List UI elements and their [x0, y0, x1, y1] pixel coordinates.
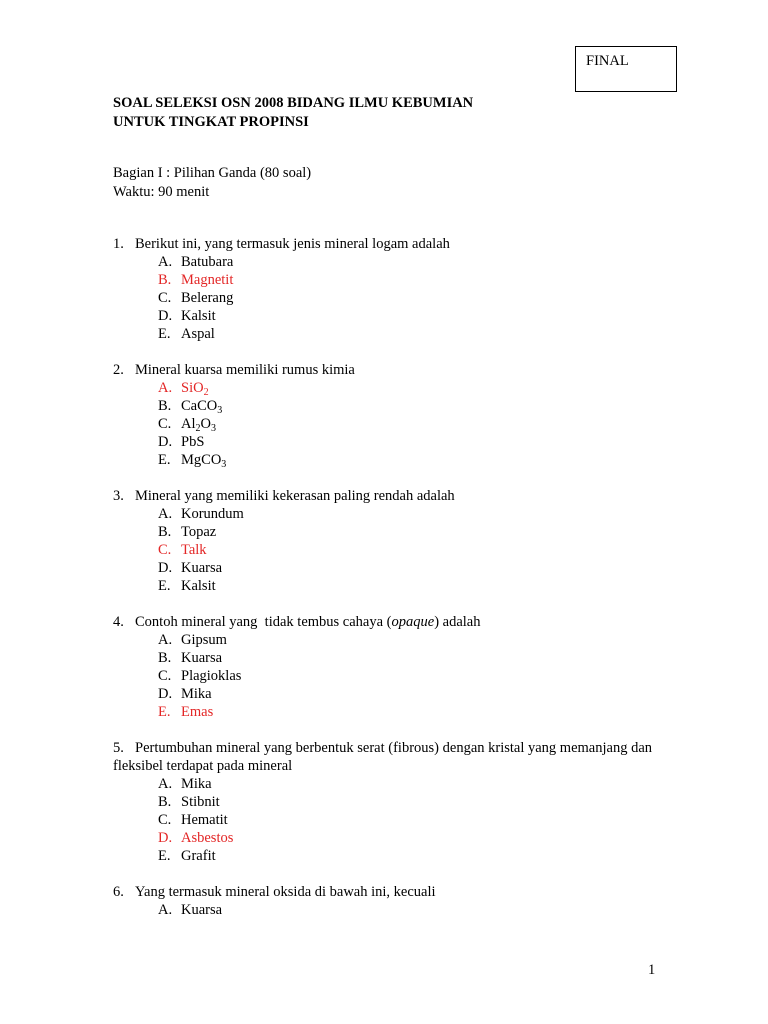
option-c	[113, 289, 673, 307]
option-text: Gipsum	[181, 632, 227, 648]
formula-subscript-2: 3	[210, 423, 216, 434]
option-letter: E.	[158, 452, 171, 468]
option-letter: C.	[158, 812, 172, 828]
option-e-correct	[113, 703, 673, 721]
formula-base: SiO	[181, 380, 204, 396]
question-text-italic: opaque	[391, 614, 435, 630]
formula-subscript: 3	[221, 459, 227, 470]
question-text: Pertumbuhan mineral yang berbentuk serat (fibrous) dengan kristal yang memanjang dan fleksibel terdapat pada mineral	[113, 740, 653, 774]
question-2	[113, 361, 673, 469]
option-d	[113, 685, 673, 703]
question-stem	[113, 361, 673, 379]
option-letter: A.	[158, 902, 173, 918]
question-number: 5.	[113, 740, 124, 756]
option-a	[113, 775, 673, 793]
formula-base: CaCO	[181, 398, 218, 414]
option-text: Korundum	[181, 506, 244, 522]
option-text: Kuarsa	[181, 902, 223, 918]
question-text-after: ) adalah	[434, 614, 481, 630]
option-letter: A.	[158, 254, 173, 270]
option-letter: D.	[158, 308, 173, 324]
option-text: Grafit	[181, 848, 216, 864]
question-stem	[113, 739, 673, 775]
option-text: Kuarsa	[181, 650, 223, 666]
question-text: Berikut ini, yang termasuk jenis mineral logam adalah	[135, 236, 450, 252]
option-text: Stibnit	[181, 794, 220, 810]
question-5	[113, 739, 673, 865]
option-text: Emas	[181, 704, 214, 720]
question-text: Mineral kuarsa memiliki rumus kimia	[135, 362, 355, 378]
option-text	[181, 451, 226, 469]
question-number: 2.	[113, 362, 124, 378]
option-b	[113, 793, 673, 811]
final-stamp-box	[575, 46, 677, 92]
title-line-1: SOAL SELEKSI OSN 2008 BIDANG ILMU KEBUMIAN	[113, 95, 474, 111]
question-number: 4.	[113, 614, 124, 630]
exam-meta	[113, 164, 311, 202]
option-text: Asbestos	[181, 830, 234, 846]
option-b	[113, 397, 673, 415]
document-title	[113, 94, 473, 132]
option-letter: C.	[158, 290, 172, 306]
section-label: Bagian I : Pilihan Ganda (80 soal)	[113, 165, 312, 181]
option-e	[113, 325, 673, 343]
option-b	[113, 649, 673, 667]
option-letter: C.	[158, 668, 172, 684]
option-d-correct	[113, 829, 673, 847]
question-stem	[113, 613, 673, 631]
option-a-correct	[113, 379, 673, 397]
option-a	[113, 505, 673, 523]
option-b	[113, 523, 673, 541]
option-d	[113, 559, 673, 577]
question-4	[113, 613, 673, 721]
option-letter: A.	[158, 632, 173, 648]
question-stem	[113, 487, 673, 505]
option-text: Hematit	[181, 812, 228, 828]
option-letter: D.	[158, 686, 173, 702]
option-a	[113, 253, 673, 271]
option-text	[181, 397, 222, 415]
question-1	[113, 235, 673, 343]
option-text: Topaz	[181, 524, 217, 540]
option-letter: B.	[158, 272, 172, 288]
option-d	[113, 307, 673, 325]
formula-base-2: O	[200, 416, 211, 432]
option-letter: E.	[158, 326, 171, 342]
question-number: 3.	[113, 488, 124, 504]
final-stamp-label: FINAL	[586, 53, 629, 69]
option-c	[113, 415, 673, 433]
option-text: Kalsit	[181, 308, 216, 324]
option-text: Magnetit	[181, 272, 234, 288]
option-text: Plagioklas	[181, 668, 242, 684]
option-letter: D.	[158, 560, 173, 576]
option-text: PbS	[181, 434, 205, 450]
option-letter: B.	[158, 794, 172, 810]
option-letter: C.	[158, 416, 172, 432]
option-letter: D.	[158, 434, 173, 450]
time-label: Waktu: 90 menit	[113, 184, 210, 200]
page-number: 1	[648, 962, 656, 978]
question-number: 1.	[113, 236, 124, 252]
option-text: Talk	[181, 542, 207, 558]
option-letter: E.	[158, 848, 171, 864]
option-text: Batubara	[181, 254, 234, 270]
option-e	[113, 451, 673, 469]
option-letter: A.	[158, 776, 173, 792]
question-text: Mineral yang memiliki kekerasan paling rendah adalah	[135, 488, 455, 504]
option-letter: B.	[158, 650, 172, 666]
option-letter: C.	[158, 542, 172, 558]
option-b-correct	[113, 271, 673, 289]
option-a	[113, 901, 673, 919]
option-letter: A.	[158, 506, 173, 522]
option-letter: E.	[158, 578, 171, 594]
option-c	[113, 667, 673, 685]
option-letter: E.	[158, 704, 171, 720]
option-letter: D.	[158, 830, 173, 846]
formula-base: Al	[181, 416, 196, 432]
question-number: 6.	[113, 884, 124, 900]
option-text	[181, 415, 216, 433]
option-letter: B.	[158, 524, 172, 540]
option-e	[113, 847, 673, 865]
option-text: Aspal	[181, 326, 215, 342]
question-stem	[113, 235, 673, 253]
option-text: Mika	[181, 686, 212, 702]
option-text: Kuarsa	[181, 560, 223, 576]
option-e	[113, 577, 673, 595]
question-stem	[113, 883, 673, 901]
option-d	[113, 433, 673, 451]
formula-subscript: 3	[217, 405, 223, 416]
option-c	[113, 811, 673, 829]
formula-subscript: 2	[203, 387, 209, 398]
option-c-correct	[113, 541, 673, 559]
question-text: Yang termasuk mineral oksida di bawah ini, kecuali	[135, 884, 436, 900]
option-letter: B.	[158, 398, 172, 414]
question-3	[113, 487, 673, 595]
question-list	[113, 235, 673, 937]
question-text	[135, 613, 480, 631]
option-text	[181, 379, 209, 397]
option-text: Kalsit	[181, 578, 216, 594]
option-letter: A.	[158, 380, 173, 396]
formula-base: MgCO	[181, 452, 222, 468]
title-line-2: UNTUK TINGKAT PROPINSI	[113, 114, 309, 130]
question-6	[113, 883, 673, 919]
option-a	[113, 631, 673, 649]
option-text: Belerang	[181, 290, 234, 306]
formula-subscript: 2	[195, 423, 201, 434]
question-text-before: Contoh mineral yang tidak tembus cahaya (	[135, 614, 392, 630]
option-text: Mika	[181, 776, 212, 792]
